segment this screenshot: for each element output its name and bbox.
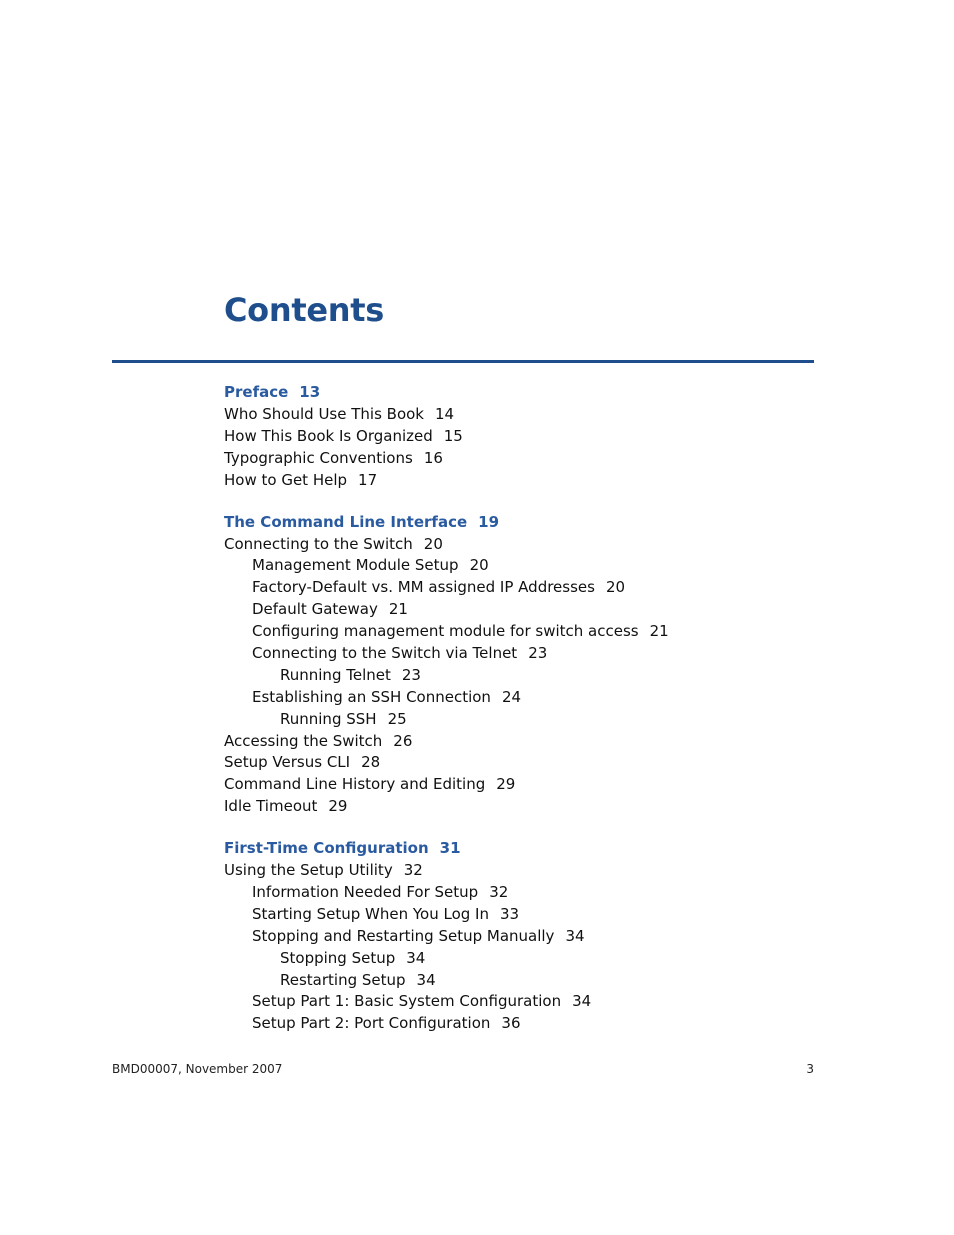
toc-chapter — [224, 837, 824, 1034]
table-of-contents — [224, 381, 824, 1054]
toc-chapter-heading[interactable] — [224, 511, 824, 533]
toc-entry-title: Setup Part 2: Port Configuration — [252, 1014, 491, 1033]
toc-chapter — [224, 511, 824, 818]
toc-chapter-title: First-Time Configuration — [224, 839, 429, 858]
toc-entry-page: 23 — [528, 644, 548, 663]
toc-entry-page: 33 — [500, 904, 520, 923]
toc-entry[interactable] — [224, 447, 824, 469]
toc-entry-title: Using the Setup Utility — [224, 861, 393, 880]
toc-entry[interactable] — [224, 686, 824, 708]
toc-entry-page: 21 — [649, 622, 669, 641]
toc-entry[interactable] — [224, 903, 824, 925]
toc-entry-page: 23 — [401, 665, 421, 684]
toc-entry-page: 15 — [443, 426, 463, 445]
page-title: Contents — [224, 291, 384, 329]
toc-entry[interactable] — [224, 403, 824, 425]
toc-entry[interactable] — [224, 533, 824, 555]
toc-chapter-heading[interactable] — [224, 837, 824, 859]
toc-entry-title: Who Should Use This Book — [224, 405, 424, 423]
toc-entry[interactable] — [224, 469, 824, 491]
toc-entry[interactable] — [224, 947, 824, 969]
toc-entry[interactable] — [224, 990, 824, 1012]
toc-entry-title: Setup Versus CLI — [224, 753, 351, 772]
toc-entry-page: 32 — [403, 861, 423, 880]
toc-entry-title: Establishing an SSH Connection — [252, 687, 491, 706]
toc-entry[interactable] — [224, 751, 824, 773]
toc-entry-title: Information Needed For Setup — [252, 883, 479, 902]
toc-entry[interactable] — [224, 620, 824, 642]
toc-entry-title: How This Book Is Organized — [224, 426, 433, 445]
toc-entry-page: 29 — [496, 775, 516, 794]
toc-entry[interactable] — [224, 425, 824, 447]
toc-entry-page: 26 — [393, 731, 413, 750]
toc-entry-title: Stopping and Restarting Setup Manually — [252, 926, 555, 945]
toc-entry-page: 29 — [328, 797, 348, 816]
toc-entry-page: 25 — [387, 709, 407, 728]
toc-chapter-page: 13 — [299, 383, 321, 401]
toc-entry-title: Setup Part 1: Basic System Configuration — [252, 992, 562, 1011]
toc-entry-page: 34 — [565, 926, 585, 945]
toc-entry-page: 17 — [358, 470, 378, 489]
toc-entry-title: Idle Timeout — [224, 797, 318, 816]
toc-entry-title: Typographic Conventions — [224, 448, 413, 467]
toc-entry-page: 21 — [388, 600, 408, 619]
toc-entry[interactable] — [224, 730, 824, 752]
toc-entry[interactable] — [224, 1012, 824, 1034]
toc-entry-title: Accessing the Switch — [224, 731, 383, 750]
toc-entry-title: Command Line History and Editing — [224, 775, 486, 794]
toc-entry[interactable] — [224, 925, 824, 947]
toc-entry[interactable] — [224, 881, 824, 903]
toc-entry-page: 14 — [435, 405, 455, 423]
toc-entry[interactable] — [224, 642, 824, 664]
footer-page-number: 3 — [806, 1062, 814, 1076]
toc-entry-title: Factory-Default vs. MM assigned IP Addresses — [252, 578, 595, 597]
toc-entry[interactable] — [224, 554, 824, 576]
toc-entry[interactable] — [224, 708, 824, 730]
toc-entry-page: 34 — [416, 970, 436, 989]
toc-chapter-heading[interactable] — [224, 381, 824, 403]
toc-entry-page: 28 — [361, 753, 381, 772]
toc-entry-title: Starting Setup When You Log In — [252, 904, 489, 923]
toc-entry[interactable] — [224, 969, 824, 991]
toc-entry-title: Stopping Setup — [280, 948, 396, 967]
toc-chapter-page: 19 — [478, 512, 500, 531]
toc-entry[interactable] — [224, 773, 824, 795]
toc-entry-title: Connecting to the Switch — [224, 534, 413, 553]
toc-entry-page: 24 — [501, 687, 522, 706]
toc-entry-title: Restarting Setup — [280, 970, 406, 989]
toc-entry[interactable] — [224, 598, 824, 620]
toc-entry-title: Running Telnet — [280, 665, 391, 684]
toc-entry-title: How to Get Help — [224, 470, 348, 489]
toc-entry-title: Connecting to the Switch via Telnet — [252, 644, 518, 663]
toc-entry-page: 34 — [406, 948, 426, 967]
toc-entry[interactable] — [224, 795, 824, 817]
toc-entry[interactable] — [224, 664, 824, 686]
toc-entry-title: Configuring management module for switch access — [252, 622, 639, 641]
footer-document-id: BMD00007, November 2007 — [112, 1062, 283, 1076]
toc-entry-title: Default Gateway — [252, 600, 378, 619]
toc-entry-page: 20 — [605, 578, 626, 597]
toc-chapter-title: The Command Line Interface — [224, 512, 468, 531]
toc-chapter-title: Preface — [224, 383, 289, 401]
toc-chapter-page: 31 — [439, 839, 461, 858]
toc-chapter — [224, 381, 824, 491]
toc-entry-page: 20 — [423, 534, 443, 553]
toc-entry[interactable] — [224, 576, 824, 598]
toc-entry-page: 16 — [423, 448, 443, 467]
toc-entry-page: 36 — [501, 1014, 521, 1033]
toc-entry-page: 20 — [469, 556, 489, 575]
toc-entry-page: 34 — [572, 992, 592, 1011]
toc-entry-page: 32 — [489, 883, 509, 902]
toc-entry-title: Management Module Setup — [252, 556, 459, 575]
toc-entry[interactable] — [224, 859, 824, 881]
toc-entry-title: Running SSH — [280, 709, 377, 728]
title-divider — [112, 360, 814, 363]
